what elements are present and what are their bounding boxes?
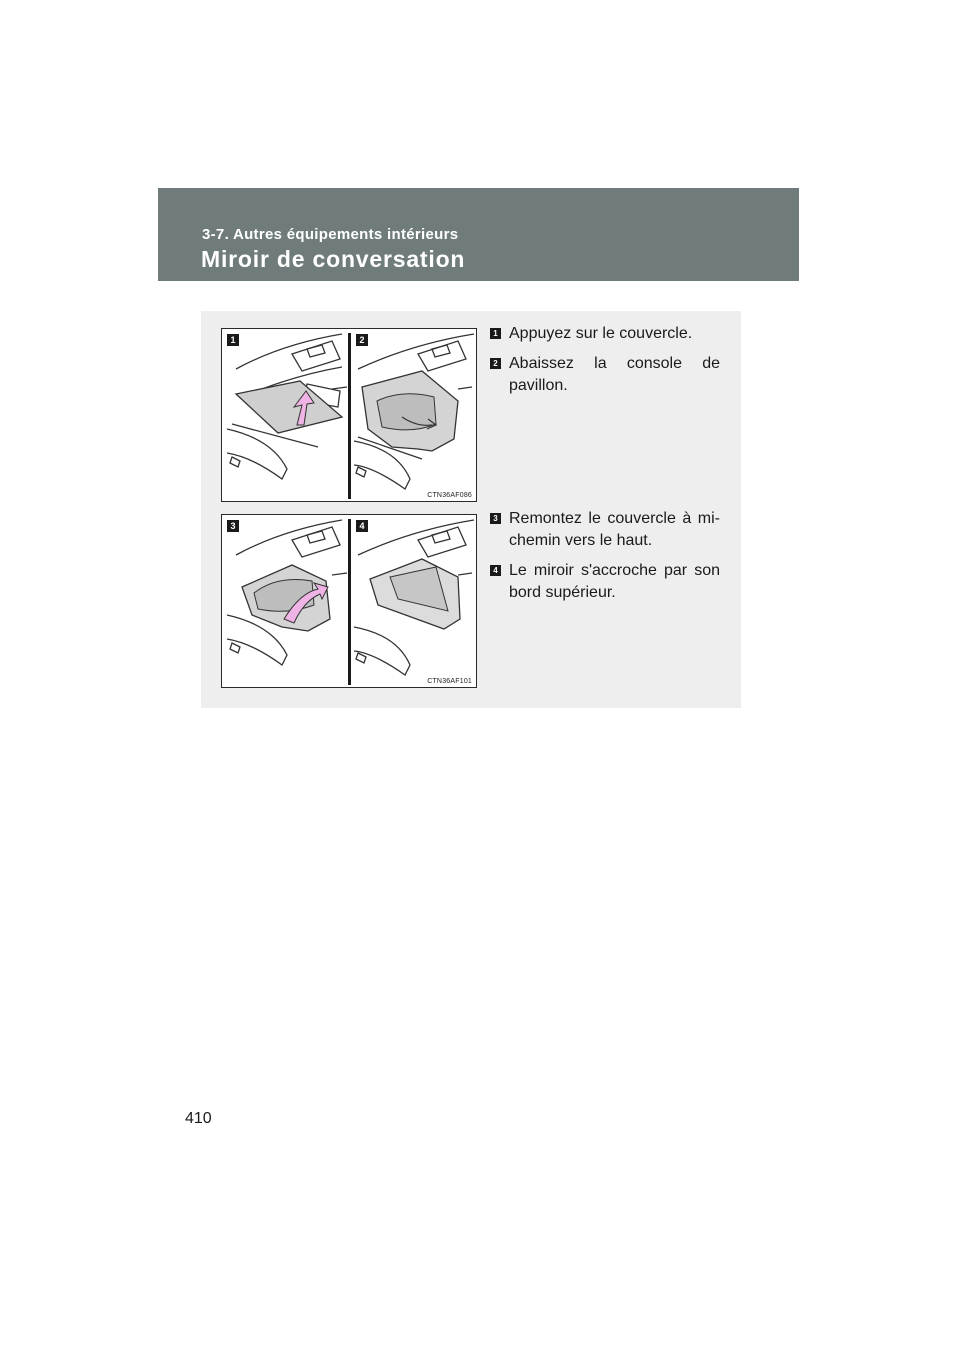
step-number-badge: 2 xyxy=(490,358,501,369)
steps-group-1 xyxy=(490,323,720,405)
step-item xyxy=(490,508,720,552)
overhead-console-drawing-2 xyxy=(222,515,476,687)
step-item xyxy=(490,560,720,604)
instruction-panel xyxy=(201,311,741,708)
step-text: Abaissez la console de pavillon. xyxy=(509,355,720,394)
figure-badge-2: 2 xyxy=(356,334,368,346)
section-label: 3-7. Autres équipements intérieurs xyxy=(202,226,459,243)
step-text: Remontez le couvercle à mi-chemin vers le haut. xyxy=(509,510,720,549)
page-title: Miroir de conversation xyxy=(201,246,466,272)
steps-group-2 xyxy=(490,508,720,612)
step-item xyxy=(490,323,720,345)
step-number-badge: 3 xyxy=(490,513,501,524)
step-number-badge: 1 xyxy=(490,328,501,339)
figure-badge-3: 3 xyxy=(227,520,239,532)
figure-badge-4: 4 xyxy=(356,520,368,532)
figure-code: CTN36AF101 xyxy=(427,678,472,685)
illustration-open-console xyxy=(221,328,477,502)
step-item xyxy=(490,353,720,397)
section-header xyxy=(158,188,799,281)
overhead-console-drawing-1 xyxy=(222,329,476,501)
page-number: 410 xyxy=(185,1110,212,1127)
illustration-mirror-position xyxy=(221,514,477,688)
figure-code: CTN36AF086 xyxy=(427,492,472,499)
step-number-badge: 4 xyxy=(490,565,501,576)
step-text: Appuyez sur le couvercle. xyxy=(509,325,693,342)
step-text: Le miroir s'accroche par son bord supérieur. xyxy=(509,562,720,601)
figure-badge-1: 1 xyxy=(227,334,239,346)
